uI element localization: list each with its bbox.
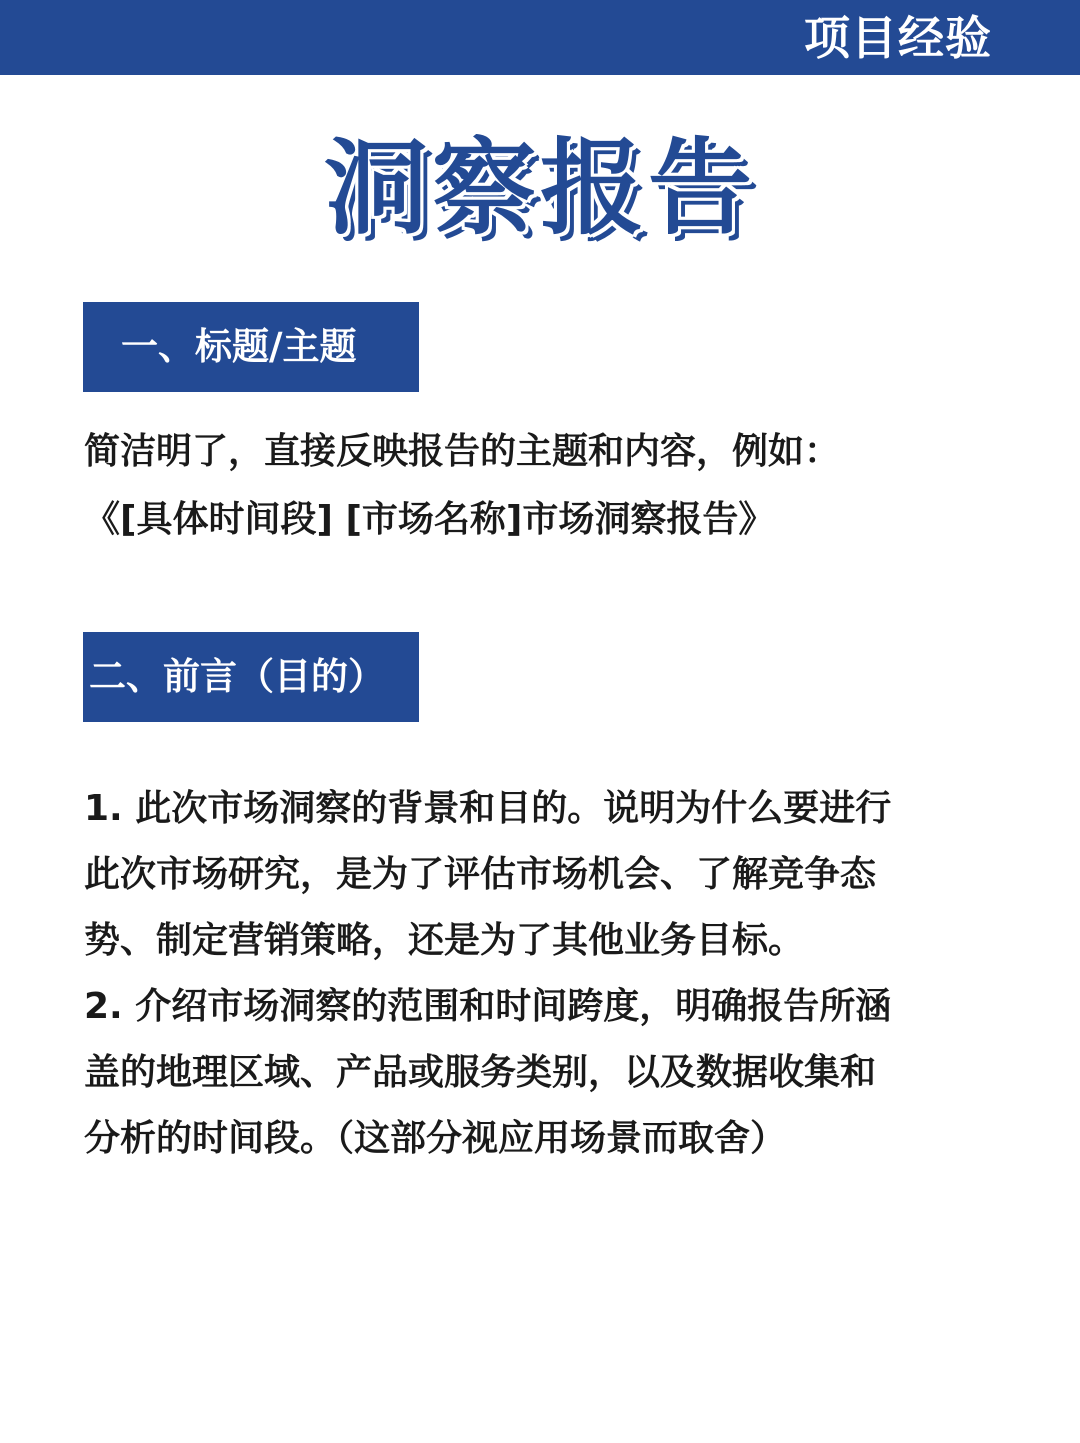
- header-bar: [0, 0, 1080, 75]
- section-1-line: 简洁明了，直接反映报告的主题和内容，例如：: [84, 431, 841, 472]
- section-2-line: 2. 介绍市场洞察的范围和时间跨度，明确报告所涵: [84, 986, 892, 1027]
- section-2-tag: 二、前言（目的）: [83, 632, 419, 722]
- section-1-line: 《[具体时间段] [市场名称]市场洞察报告》: [84, 499, 775, 540]
- section-1-body: [84, 418, 1004, 554]
- page-title: 洞察报告: [323, 127, 756, 249]
- section-2-line: 分析的时间段。（这部分视应用场景而取舍）: [84, 1118, 787, 1159]
- section-2-body: [84, 776, 1004, 1172]
- section-2-line: 盖的地理区域、产品或服务类别，以及数据收集和: [84, 1052, 877, 1093]
- section-2-line: 此次市场研究，是为了评估市场机会、了解竞争态: [84, 854, 877, 895]
- section-2-line: 势、制定营销策略，还是为了其他业务目标。: [84, 920, 805, 961]
- section-2-line: 1. 此次市场洞察的背景和目的。说明为什么要进行: [84, 788, 892, 829]
- section-1-tag: 一、标题/主题: [83, 302, 419, 392]
- header-tag-label: 项目经验: [804, 11, 992, 65]
